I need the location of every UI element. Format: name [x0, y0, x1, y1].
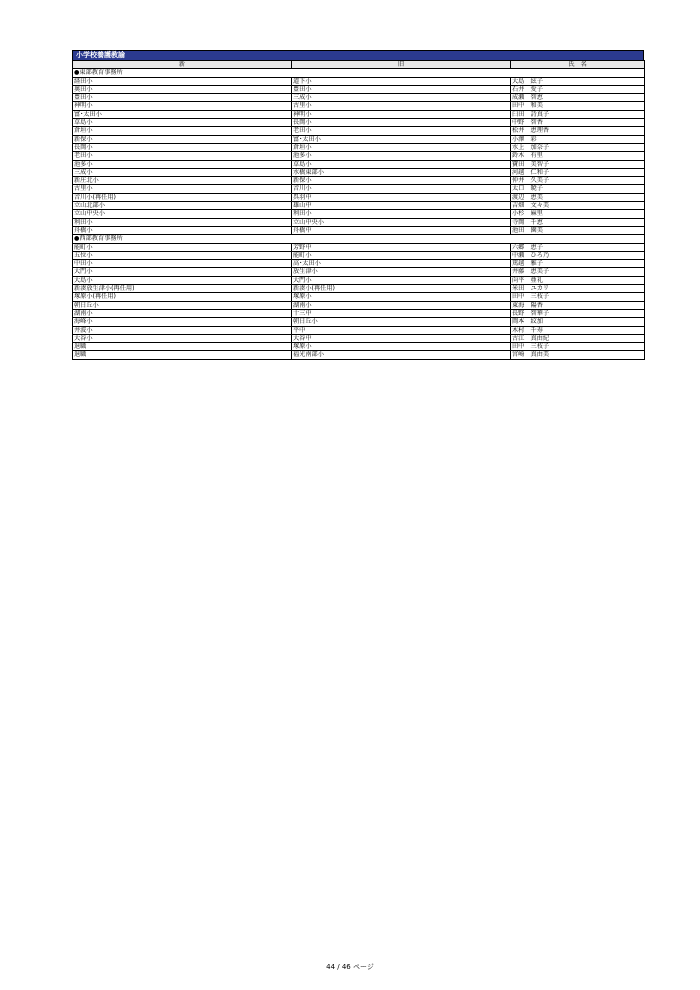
cell-old: 新保小 — [292, 177, 511, 185]
cell-old: 塚原小 — [292, 293, 511, 301]
table-row — [73, 351, 645, 359]
table-row — [73, 226, 645, 234]
cell-name: 中瀬 ひろ乃 — [511, 251, 645, 259]
cell-old: 三成小 — [292, 94, 511, 102]
cell-new: 立山中央小 — [73, 210, 292, 218]
cell-new: 井波小 — [73, 326, 292, 334]
header-name: 氏 名 — [511, 61, 645, 69]
cell-old: 新湊小(再任用) — [292, 285, 511, 293]
table-row — [73, 135, 645, 143]
cell-name: 太口 暁子 — [511, 185, 645, 193]
table-title: 小学校養護教諭 — [72, 50, 644, 60]
cell-new: 新保小 — [73, 135, 292, 143]
cell-name: 田中 和美 — [511, 102, 645, 110]
cell-name: 宮崎 真由美 — [511, 351, 645, 359]
section-label: ●西部教育事務所 — [73, 235, 645, 243]
cell-name: 寺岡 千恵 — [511, 218, 645, 226]
section-row — [73, 235, 645, 243]
table-row — [73, 168, 645, 176]
cell-old: 古里小 — [292, 102, 511, 110]
cell-old: 雄山中 — [292, 202, 511, 210]
table-row — [73, 185, 645, 193]
cell-old: 長岡小 — [292, 119, 511, 127]
cell-name: 六郷 恵子 — [511, 243, 645, 251]
cell-old: 高･太田小 — [292, 260, 511, 268]
cell-old: 草島小 — [292, 160, 511, 168]
cell-old: 湖南小 — [292, 301, 511, 309]
cell-new: 草島小 — [73, 119, 292, 127]
table-row — [73, 143, 645, 151]
cell-new: 池多小 — [73, 160, 292, 168]
cell-name: 中野 智香 — [511, 119, 645, 127]
cell-name: 田中 三枝子 — [511, 293, 645, 301]
table-row — [73, 309, 645, 317]
table-row — [73, 85, 645, 93]
cell-new: 立山北部小 — [73, 202, 292, 210]
cell-new: 老田小 — [73, 152, 292, 160]
cell-name: 東海 陽香 — [511, 301, 645, 309]
table-row — [73, 326, 645, 334]
cell-old: 朝日丘小 — [292, 318, 511, 326]
cell-new: 奥田小 — [73, 85, 292, 93]
cell-name: 向平 亜礼 — [511, 276, 645, 284]
table-row — [73, 285, 645, 293]
header-new: 新 — [73, 61, 292, 69]
table-row — [73, 94, 645, 102]
table-row — [73, 293, 645, 301]
cell-name: 池田 園美 — [511, 226, 645, 234]
cell-old: 呉羽中 — [292, 193, 511, 201]
cell-new: 経田小 — [73, 77, 292, 85]
table-row — [73, 343, 645, 351]
cell-new: 海峰小 — [73, 318, 292, 326]
table-row — [73, 102, 645, 110]
cell-new: 長岡小 — [73, 143, 292, 151]
table-row — [73, 243, 645, 251]
table-row — [73, 152, 645, 160]
cell-name: 臼田 詩真子 — [511, 110, 645, 118]
cell-old: 老田小 — [292, 127, 511, 135]
table-row — [73, 202, 645, 210]
cell-old: 芳野中 — [292, 243, 511, 251]
cell-new: 中田小 — [73, 260, 292, 268]
table-row — [73, 251, 645, 259]
table-row — [73, 334, 645, 342]
cell-name: 米田 ユカリ — [511, 285, 645, 293]
cell-name: 小澤 彩 — [511, 135, 645, 143]
cell-old: 放生津小 — [292, 268, 511, 276]
cell-name: 成瀬 智恵 — [511, 94, 645, 102]
table-row — [73, 119, 645, 127]
table-row — [73, 160, 645, 168]
cell-old: 水橋東部小 — [292, 168, 511, 176]
cell-old: 舟橋中 — [292, 226, 511, 234]
cell-old: 富･太田小 — [292, 135, 511, 143]
table-header-row — [73, 61, 645, 69]
cell-old: 神明小 — [292, 110, 511, 118]
cell-name: 小杉 麻里 — [511, 210, 645, 218]
cell-old: 利田小 — [292, 210, 511, 218]
cell-old: 音川小 — [292, 185, 511, 193]
cell-old: 倉垣小 — [292, 143, 511, 151]
cell-old: 塚原小 — [292, 343, 511, 351]
cell-new: 三成小 — [73, 168, 292, 176]
table-row — [73, 301, 645, 309]
cell-new: 音川小(再任用) — [73, 193, 292, 201]
cell-new: 退職 — [73, 343, 292, 351]
page-number: 44 / 46 ページ — [326, 963, 374, 971]
cell-new: 五位小 — [73, 251, 292, 259]
cell-old: 十三中 — [292, 309, 511, 317]
cell-name: 松井 恵理香 — [511, 127, 645, 135]
table-row — [73, 276, 645, 284]
cell-name: 岡本 紋加 — [511, 318, 645, 326]
table-row — [73, 218, 645, 226]
cell-new: 湖南小 — [73, 309, 292, 317]
cell-new: 能町小 — [73, 243, 292, 251]
cell-new: 新湊放生津小(再任用) — [73, 285, 292, 293]
cell-name: 鈴木 有里 — [511, 152, 645, 160]
cell-old: 能町小 — [292, 251, 511, 259]
cell-new: 大島小 — [73, 276, 292, 284]
cell-old: 大谷中 — [292, 334, 511, 342]
table-body — [73, 61, 645, 360]
cell-name: 仲井 久美子 — [511, 177, 645, 185]
table-row — [73, 193, 645, 201]
cell-new: 新庄北小 — [73, 177, 292, 185]
table-row — [73, 177, 645, 185]
table-row — [73, 127, 645, 135]
cell-old: 豊田小 — [292, 85, 511, 93]
table-row — [73, 110, 645, 118]
cell-new: 富･太田小 — [73, 110, 292, 118]
cell-name: 石井 愛子 — [511, 85, 645, 93]
cell-new: 退職 — [73, 351, 292, 359]
cell-name: 渡辺 恵美 — [511, 193, 645, 201]
cell-new: 塚原小(再任用) — [73, 293, 292, 301]
header-old: 旧 — [292, 61, 511, 69]
table-row — [73, 260, 645, 268]
cell-name: 田中 三枝子 — [511, 343, 645, 351]
cell-new: 利田小 — [73, 218, 292, 226]
cell-old: 池多小 — [292, 152, 511, 160]
cell-old: 立山中央小 — [292, 218, 511, 226]
table-row — [73, 77, 645, 85]
cell-new: 舟橋小 — [73, 226, 292, 234]
cell-old: 福光南部小 — [292, 351, 511, 359]
table-row — [73, 268, 645, 276]
cell-new: 倉垣小 — [73, 127, 292, 135]
cell-new: 大谷小 — [73, 334, 292, 342]
cell-name: 井藤 恵美子 — [511, 268, 645, 276]
cell-old: 道下小 — [292, 77, 511, 85]
cell-old: 平中 — [292, 326, 511, 334]
table-row — [73, 318, 645, 326]
cell-name: 寶田 美智子 — [511, 160, 645, 168]
cell-name: 大島 絃子 — [511, 77, 645, 85]
cell-new: 朝日丘小 — [73, 301, 292, 309]
cell-new: 古里小 — [73, 185, 292, 193]
cell-name: 水上 加奈子 — [511, 143, 645, 151]
section-label: ●東部教育事務所 — [73, 69, 645, 77]
cell-name: 篤越 雅子 — [511, 260, 645, 268]
cell-name: 河越 仁和子 — [511, 168, 645, 176]
cell-name: 吉畑 文々美 — [511, 202, 645, 210]
personnel-table — [72, 60, 645, 360]
table-row — [73, 210, 645, 218]
cell-old: 大門小 — [292, 276, 511, 284]
cell-name: 古江 真由紀 — [511, 334, 645, 342]
section-row — [73, 69, 645, 77]
cell-new: 大門小 — [73, 268, 292, 276]
cell-new: 神明小 — [73, 102, 292, 110]
cell-name: 木村 千寿 — [511, 326, 645, 334]
cell-name: 長野 智華子 — [511, 309, 645, 317]
cell-new: 豊田小 — [73, 94, 292, 102]
document-sheet — [72, 50, 644, 360]
